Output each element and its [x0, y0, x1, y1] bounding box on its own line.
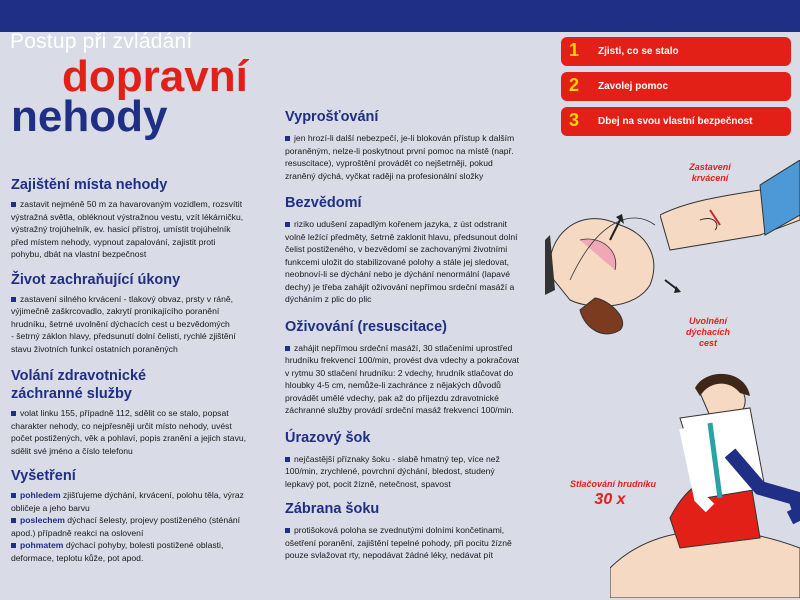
section-title-bezvedomi: Bezvědomí [285, 195, 362, 211]
section-text-vysetreni-2: poslechem dýchací šelesty, projevy postiženého (sténání apod.) případně reakci na oslovení [11, 515, 241, 538]
title-line-3: nehody [11, 92, 168, 141]
section-title-volani: Volání zdravotnické záchranné služby [11, 368, 147, 402]
bullet-icon [11, 543, 16, 548]
section-title-vysetreni: Vyšetření [11, 468, 76, 484]
bullet-icon [285, 222, 290, 227]
step-1 [561, 37, 791, 66]
step-number: 2 [569, 75, 580, 95]
title-line-2: dopravní [62, 52, 248, 101]
section-text-zivot-2: - šetrný záklon hlavy, předsunutí dolní čelisti, rychlé zjištění stavu životních funkcí ostatních poraněných [11, 331, 236, 354]
section-text-vysetreni-3: pohmatem dýchací pohyby, bolesti postižené oblasti, deformace, teplotu kůže, pot apod. [11, 540, 224, 563]
step-number: 1 [569, 40, 580, 60]
bullet-icon [285, 528, 290, 533]
steps-list [561, 37, 791, 142]
caption-count: 30 x [594, 491, 626, 508]
bullet-icon [11, 297, 16, 302]
left-column [11, 176, 247, 564]
middle-column [285, 108, 521, 562]
section-title-vyprostovani: Vyprošťování [285, 109, 379, 125]
step-label: Zjisti, co se stalo [598, 46, 679, 57]
step-label: Zavolej pomoc [598, 81, 669, 92]
bullet-icon [11, 202, 16, 207]
title-line-1: Postup při zvládání [10, 30, 193, 53]
bullet-icon [285, 457, 290, 462]
bullet-icon [11, 493, 16, 498]
section-title-urazovy: Úrazový šok [285, 429, 371, 446]
section-title-zabrana: Zábrana šoku [285, 501, 380, 517]
section-text-urazovy: nejčastější příznaky šoku - slabě hmatný tep, více než 100/min, zrychlené, povrchní dýchání, bledost, studený lepkavý pot, pocit žízně, netečnost, spavost [285, 453, 500, 489]
header-band [0, 0, 800, 32]
step-label: Dbej na svou vlastní bezpečnost [598, 116, 753, 127]
caption-uvolneni: Uvolnění dýchacích cest [685, 316, 731, 348]
section-title-ozivovani: Oživování (resuscitace) [285, 318, 447, 335]
section-text-volani: volat linku 155, případně 112, sdělit co se stalo, popsat charakter nehody, co nejpřesněji určit místo nehody, uvést počet postižených, věk a pohlaví, popis zranění a jejich stavu, sdělit své jméno a číslo telefonu [11, 408, 247, 456]
section-text-ozivovani: zahájit nepřímou srdeční masáží, 30 stlačeními uprostřed hrudníku frekvencí 100/min, provést dva vdechy a pokračovat v rytmu 30 stlačení hrudníku: 2 vdechy, hrudník stlačovat do hloubky 4-5 cm, nemůže-li zachránce z nějakých důvodů provádět umělé vdechy, pak až do příjezdu zdravotnické záchranné služby provádí srdeční masáž frekvencí 100/min. [285, 342, 520, 415]
step-3 [561, 107, 791, 136]
caption-stlacovani: Stlačování hrudníku [569, 479, 656, 489]
step-number: 3 [569, 110, 580, 130]
bullet-icon [285, 136, 290, 141]
section-text-bezvedomi: riziko udušení zapadlým kořenem jazyka, z úst odstranit volně ležící předměty, šetrně zaklonit hlavu, předsunout dolní čelist postiženého, v bezvědomí se zachovanými životními funkcemi uložit do stabilizované polohy a stále jej sledovat, neobnoví-li se dýchání nebo je dýchání nenormální (lapavé dechy) je třeba zahájit oživování nepřímou srdeční masáží a dýcháním z plic do plic [285, 219, 518, 304]
section-text-vyprostovani: jen hrozí-li další nebezpečí, je-li blokován přístup k dalším poraněným, nelze-li poskytnout první pomoc na místě (např. resuscitace), vyproštění provádět co nejšetrněji, pokud zraněný dýchá, vyčkat raději na profesionální složky [285, 133, 515, 181]
section-text-vysetreni-1: pohledem zjišťujeme dýchání, krvácení, polohu těla, výraz obličeje a jeho barvu [11, 490, 244, 513]
section-title-zivot: Život zachraňující úkony [11, 271, 181, 288]
section-text-zivot: zastavení silného krvácení - tlakový obvaz, prsty v ráně, výjimečně zaškrcovadlo, zakrytí pronikajícího poranění hrudníku, šetrné uvolnění dýchacích cest u bezvědomých [11, 293, 234, 329]
bullet-icon [285, 346, 290, 351]
section-text-zajisteni: zastavit nejméně 50 m za havarovaným vozidlem, rozsvítit výstražná světla, obléknout výstražnou vestu, vzít lékárničku, výstražný trojúhelník, ev. hasicí přístroj, umístit trojúhelník před místem nehody, vypnout zapalování, zajistit proti pohybu, dbát na vlastní bezpečnost [11, 199, 244, 259]
section-title-zajisteni: Zajištění místa nehody [11, 177, 168, 193]
caption-zastaveni: Zastavení krvácení [689, 162, 731, 183]
bullet-icon [11, 518, 16, 523]
bullet-icon [11, 411, 16, 416]
airway-head-illustration [540, 180, 690, 355]
section-text-zabrana: protišoková poloha se zvednutými dolními končetinami, ošetření poranění, zajištění tepelné pohody, při pocitu žízně pouze svlažovat rty, nepodávat žádné léky, nedávat pít [285, 525, 512, 560]
step-2 [561, 72, 791, 101]
